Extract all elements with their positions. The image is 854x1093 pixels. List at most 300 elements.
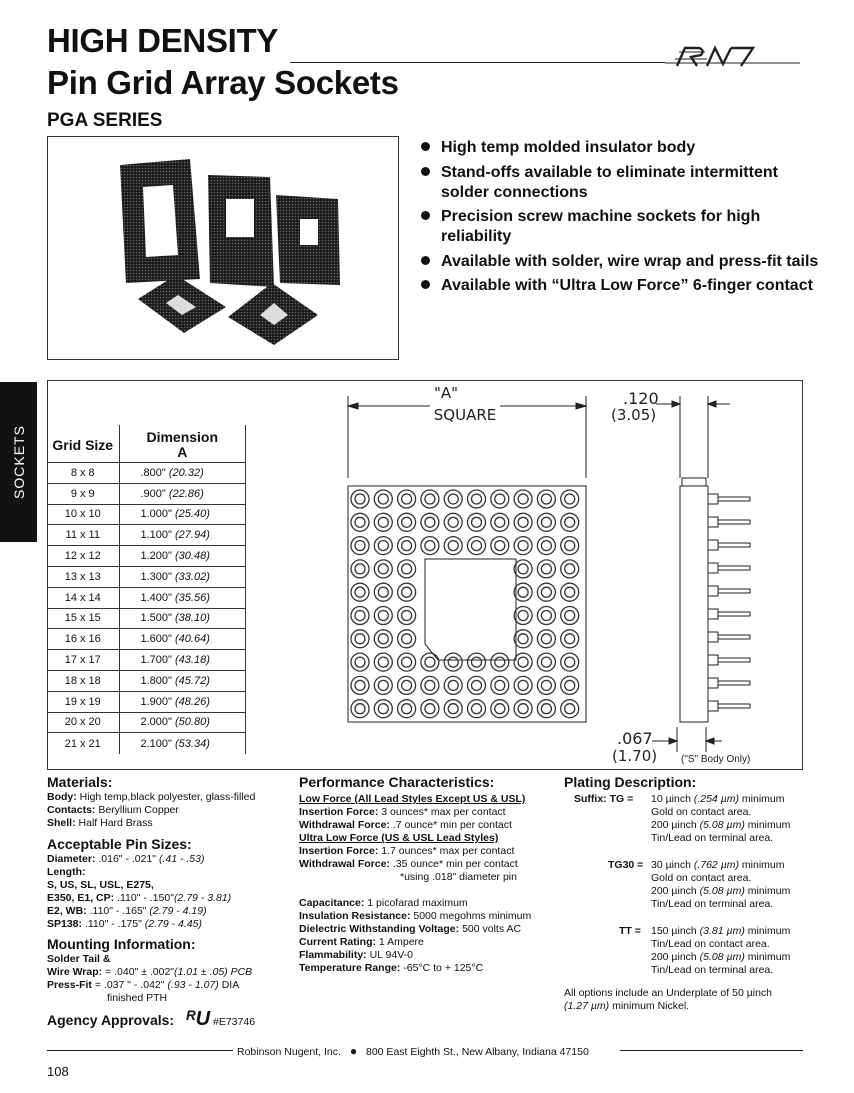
performance-block	[299, 774, 559, 975]
footer-rule-left	[47, 1050, 233, 1051]
pin-hole	[537, 607, 555, 625]
pin-hole	[351, 700, 369, 718]
pin-hole-inner	[355, 517, 365, 527]
pin-hole	[374, 513, 392, 531]
pin-hole-inner	[402, 611, 412, 621]
pin-sizes-block	[47, 836, 292, 931]
pin-hole-inner	[472, 494, 482, 504]
pin-hole	[374, 537, 392, 555]
pin-hole	[514, 537, 532, 555]
pin-hole-inner	[378, 517, 388, 527]
grid-cell: 9 x 9	[47, 483, 119, 504]
pin-hole-inner	[541, 634, 551, 644]
pin-hole-inner	[402, 634, 412, 644]
feature-item: Precision screw machine sockets for high reliability	[420, 207, 820, 247]
pin-side-body	[708, 678, 718, 688]
pin-side-tail	[718, 566, 750, 570]
page-number: 108	[47, 1064, 69, 1079]
pin-hole	[491, 513, 509, 531]
pin-hole-inner	[518, 704, 528, 714]
dim-cell: 1.100" (27.94)	[119, 525, 246, 546]
pin-hole	[421, 700, 439, 718]
pin-hole-inner	[541, 657, 551, 667]
pin-hole-inner	[355, 587, 365, 597]
low-force-heading: Low Force (All Lead Styles Except US & USL)	[299, 793, 526, 805]
pin-hole-inner	[541, 680, 551, 690]
pin-hole	[514, 700, 532, 718]
pin-hole-inner	[541, 611, 551, 621]
pin-hole	[537, 700, 555, 718]
pin-sizes-title: Acceptable Pin Sizes:	[47, 836, 192, 852]
pin-side-tail	[718, 658, 750, 662]
pin-hole-inner	[448, 541, 458, 551]
footer-rule-right	[620, 1050, 803, 1051]
insertion-force-low: Insertion Force: 3 ounces* max per contact	[299, 806, 506, 818]
dim-cell: 1.600" (40.64)	[119, 629, 246, 650]
pin-hole-inner	[565, 494, 575, 504]
pin-hole	[537, 560, 555, 578]
pin-hole	[561, 513, 579, 531]
mounting-wirewrap: Wire Wrap: = .040" ± .002"(1.01 ± .05) PCB	[47, 966, 253, 978]
a-label: "A"	[433, 384, 459, 402]
pin-side-body	[708, 517, 718, 527]
pin-hole-inner	[425, 657, 435, 667]
pin-hole-inner	[448, 517, 458, 527]
table-row	[47, 463, 246, 484]
pin-hole	[374, 700, 392, 718]
underplate-note: All options include an Underplate of 50 µinch (1.27 µm) minimum Nickel.	[564, 987, 773, 1012]
pin-hole-inner	[425, 541, 435, 551]
grid-cell: 21 x 21	[47, 733, 119, 754]
dim-cell: .800" (20.32)	[119, 463, 246, 484]
page-title-line2: Pin Grid Array Sockets	[47, 64, 399, 101]
section-tab-label: SOCKETS	[10, 425, 27, 499]
pin-hole-inner	[518, 494, 528, 504]
pin-hole-inner	[495, 494, 505, 504]
grid-cell: 13 x 13	[47, 566, 119, 587]
pin-hole	[374, 560, 392, 578]
pin-hole	[398, 700, 416, 718]
pin-hole	[561, 583, 579, 601]
pin-hole	[374, 676, 392, 694]
dimension-drawing	[340, 382, 800, 768]
pin-hole-inner	[355, 680, 365, 690]
pin-side-tail	[718, 681, 750, 685]
insulation-resistance: Insulation Resistance: 5000 megohms minimum	[299, 910, 532, 922]
pin-hole	[561, 676, 579, 694]
plating-title: Plating Description:	[564, 774, 697, 790]
pin-hole	[398, 583, 416, 601]
pin-hole-inner	[565, 704, 575, 714]
table-row	[47, 546, 246, 567]
square-label: SQUARE	[433, 406, 497, 424]
pin-side-body	[708, 655, 718, 665]
pin-hole	[561, 653, 579, 671]
pin-hole	[537, 583, 555, 601]
pin-hole-inner	[402, 587, 412, 597]
rn-logo	[665, 42, 800, 70]
pin-hole-inner	[448, 680, 458, 690]
agency-title: Agency Approvals:	[47, 1012, 175, 1028]
dim-cell: 2.100" (53.34)	[119, 733, 246, 754]
pin-hole	[514, 490, 532, 508]
pin-hole-inner	[495, 704, 505, 714]
pin-hole-inner	[402, 680, 412, 690]
pin-hole	[398, 513, 416, 531]
dim-cell: 1.400" (35.56)	[119, 587, 246, 608]
pin-hole	[561, 560, 579, 578]
pin-hole-inner	[355, 704, 365, 714]
mounting-pth: finished PTH	[107, 992, 168, 1004]
pin-hole	[351, 560, 369, 578]
pin-hole-inner	[518, 657, 528, 667]
pin-hole-inner	[425, 494, 435, 504]
grid-cell: 19 x 19	[47, 691, 119, 712]
pin-length-e350: E350, E1, CP: .110" - .150"(2.79 - 3.81)	[47, 892, 232, 904]
pin-hole	[491, 700, 509, 718]
pin-hole	[537, 653, 555, 671]
pin-hole-inner	[378, 564, 388, 574]
pin-hole-inner	[402, 541, 412, 551]
pin-hole-inner	[565, 657, 575, 667]
pin-hole-inner	[518, 541, 528, 551]
pin-hole-inner	[565, 564, 575, 574]
feature-item: Available with solder, wire wrap and press-fit tails	[420, 252, 820, 272]
pin-hole	[514, 560, 532, 578]
pin-hole	[421, 537, 439, 555]
pin-hole-inner	[495, 680, 505, 690]
pin-hole-inner	[495, 517, 505, 527]
pin-hole-inner	[425, 680, 435, 690]
current-rating: Current Rating: 1 Ampere	[299, 936, 424, 948]
pin-hole	[537, 676, 555, 694]
table-row	[47, 629, 246, 650]
footer-company: Robinson Nugent, Inc.	[237, 1046, 341, 1058]
plating-tg30: TG30 = 30 µinch (.762 µm) minimum Gold on contact area. 200 µinch (5.08 µm) minimum Tin/Lead on terminal area.	[608, 859, 791, 910]
pin-hole-inner	[355, 541, 365, 551]
flammability: Flammability: UL 94V-0	[299, 949, 413, 961]
table-row	[47, 691, 246, 712]
materials-title: Materials:	[47, 774, 113, 790]
dim2-mm: (1.70)	[612, 747, 658, 765]
table-row	[47, 650, 246, 671]
pin-hole-inner	[472, 704, 482, 714]
dim-cell: 1.700" (43.18)	[119, 650, 246, 671]
pin-side-body	[708, 563, 718, 573]
pin-hole-inner	[518, 634, 528, 644]
table-row	[47, 587, 246, 608]
grid-cell: 18 x 18	[47, 670, 119, 691]
header-rule	[290, 62, 665, 63]
pin-hole-inner	[378, 494, 388, 504]
pin-side-tail	[718, 497, 750, 501]
pin-hole	[444, 537, 462, 555]
table-row	[47, 566, 246, 587]
pin-hole	[421, 490, 439, 508]
table-header-row	[47, 425, 246, 463]
pin-hole	[468, 676, 486, 694]
pin-side-tail	[718, 520, 750, 524]
grid-cell: 17 x 17	[47, 650, 119, 671]
pin-hole-inner	[565, 680, 575, 690]
pin-side-body	[708, 540, 718, 550]
pin-hole	[351, 607, 369, 625]
table-row	[47, 608, 246, 629]
pin-hole	[374, 630, 392, 648]
pin-hole	[491, 676, 509, 694]
withdrawal-force-low: Withdrawal Force: .7 ounce* min per contact	[299, 819, 512, 831]
pin-hole	[421, 676, 439, 694]
socket-photo	[47, 136, 399, 360]
pin-hole-inner	[518, 517, 528, 527]
pin-hole	[514, 630, 532, 648]
pin-hole-inner	[402, 517, 412, 527]
pin-hole	[537, 630, 555, 648]
pin-hole	[398, 537, 416, 555]
table-row	[47, 733, 246, 754]
pin-hole	[561, 700, 579, 718]
footer-bullet-icon: ●	[349, 1044, 358, 1058]
pin-hole-inner	[518, 564, 528, 574]
pin-hole-inner	[518, 611, 528, 621]
insertion-force-ultra: Insertion Force: 1.7 ounces* max per contact	[299, 845, 515, 857]
pin-hole	[374, 490, 392, 508]
material-body: Body: High temp,black polyester, glass-filled	[47, 791, 256, 803]
pin-hole-inner	[518, 680, 528, 690]
col-dimension	[119, 425, 246, 463]
pin-hole-inner	[378, 587, 388, 597]
pin-hole	[351, 537, 369, 555]
ultra-low-force-heading: Ultra Low Force (US & USL Lead Styles)	[299, 832, 499, 844]
pin-side-tail	[718, 612, 750, 616]
grid-cell: 12 x 12	[47, 546, 119, 567]
table-row	[47, 483, 246, 504]
page-title-line1: HIGH DENSITY	[47, 22, 279, 59]
pin-hole	[351, 490, 369, 508]
dim-cell: 1.000" (25.40)	[119, 504, 246, 525]
pin-hole	[468, 700, 486, 718]
pin-hole-inner	[565, 541, 575, 551]
pin-hole	[374, 583, 392, 601]
pin-side-tail	[718, 704, 750, 708]
pin-side-body	[708, 701, 718, 711]
pin-hole-inner	[425, 517, 435, 527]
pin-hole-inner	[472, 680, 482, 690]
pin-hole-inner	[565, 611, 575, 621]
pin-hole-inner	[472, 541, 482, 551]
pin-length-e2: E2, WB: .110" - .165" (2.79 - 4.19)	[47, 905, 207, 917]
pin-hole-inner	[355, 657, 365, 667]
pin-hole	[514, 513, 532, 531]
s-body-note: ("S" Body Only)	[681, 754, 751, 765]
pin-hole-inner	[541, 494, 551, 504]
pin-hole-inner	[378, 541, 388, 551]
feature-list	[420, 138, 820, 301]
pin-length-styles: S, US, SL, USL, E275,	[47, 879, 154, 891]
dim-cell: 1.300" (33.02)	[119, 566, 246, 587]
pin-hole	[398, 653, 416, 671]
pin-hole-inner	[378, 634, 388, 644]
grid-cell: 11 x 11	[47, 525, 119, 546]
pin-diameter: Diameter: .016" - .021" (.41 - .53)	[47, 853, 205, 865]
pin-side-tail	[718, 589, 750, 593]
pin-hole	[398, 560, 416, 578]
footer-address: 800 East Eighth St., New Albany, Indiana 47150	[366, 1046, 589, 1058]
pin-hole	[398, 607, 416, 625]
pin-hole	[468, 537, 486, 555]
footer-text	[237, 1044, 589, 1058]
col-dimension-letter: A	[177, 444, 188, 460]
pin-hole	[561, 490, 579, 508]
plating-block	[564, 774, 814, 1013]
pin-hole	[468, 513, 486, 531]
force-footnote: *using .018" diameter pin	[400, 871, 517, 883]
capacitance: Capacitance: 1 picofarad maximum	[299, 897, 468, 909]
pin-hole-inner	[355, 611, 365, 621]
dim1-mm: (3.05)	[611, 406, 657, 424]
pin-hole-inner	[425, 704, 435, 714]
pin-hole	[444, 676, 462, 694]
pin-hole	[351, 583, 369, 601]
pin-hole	[374, 607, 392, 625]
pin-hole	[491, 537, 509, 555]
pin-side-body	[708, 494, 718, 504]
pin-length-sp138: SP138: .110" - .175" (2.79 - 4.45)	[47, 918, 202, 930]
dim2-in: .067	[617, 729, 653, 748]
pin-hole-inner	[541, 517, 551, 527]
plating-tt: TT = 150 µinch (3.81 µm) minimum Tin/Lead on contact area. 200 µinch (5.08 µm) minimum Tin/Lead on terminal area.	[619, 925, 791, 976]
table-row	[47, 504, 246, 525]
pin-hole-inner	[448, 494, 458, 504]
plating-tg: Suffix: TG = 10 µinch (.254 µm) minimum Gold on contact area. 200 µinch (5.08 µm) minimum Tin/Lead on terminal area.	[574, 793, 791, 844]
mounting-solder: Solder Tail &	[47, 953, 111, 965]
table-row	[47, 670, 246, 691]
pin-side-tail	[718, 635, 750, 639]
temperature-range: Temperature Range: -65°C to + 125°C	[299, 962, 484, 974]
pin-hole-inner	[402, 564, 412, 574]
pin-hole-inner	[495, 541, 505, 551]
feature-item: Available with “Ultra Low Force” 6-finger contact	[420, 276, 820, 296]
pin-hole	[514, 607, 532, 625]
feature-item: High temp molded insulator body	[420, 138, 820, 158]
pin-hole-inner	[565, 517, 575, 527]
pin-hole	[444, 513, 462, 531]
pin-hole	[514, 676, 532, 694]
withdrawal-force-ultra: Withdrawal Force: .35 ounce* min per contact	[299, 858, 518, 870]
materials-block	[47, 774, 287, 830]
pin-hole	[444, 700, 462, 718]
pin-hole	[537, 537, 555, 555]
pin-side-body	[708, 609, 718, 619]
pin-side-body	[708, 632, 718, 642]
feature-item: Stand-offs available to eliminate intermittent solder connections	[420, 163, 820, 203]
pin-hole-inner	[378, 657, 388, 667]
material-shell: Shell: Half Hard Brass	[47, 817, 153, 829]
grid-cell: 10 x 10	[47, 504, 119, 525]
pin-hole-inner	[541, 564, 551, 574]
pin-hole	[421, 513, 439, 531]
mounting-pressfit: Press-Fit = .037 " - .042" (.93 - 1.07) DIA	[47, 979, 240, 991]
pin-hole-inner	[565, 634, 575, 644]
pin-hole-inner	[541, 704, 551, 714]
section-tab	[0, 382, 37, 542]
performance-title: Performance Characteristics:	[299, 774, 495, 790]
grid-cell: 16 x 16	[47, 629, 119, 650]
pin-hole	[351, 676, 369, 694]
grid-cell: 20 x 20	[47, 712, 119, 733]
dielectric-voltage: Dielectric Withstanding Voltage: 500 volts AC	[299, 923, 522, 935]
pin-hole	[398, 630, 416, 648]
dim-cell: .900" (22.86)	[119, 483, 246, 504]
pin-hole-inner	[448, 704, 458, 714]
material-contacts: Contacts: Beryllium Copper	[47, 804, 179, 816]
dim1-in: .120	[623, 389, 659, 408]
dim-cell: 1.200" (30.48)	[119, 546, 246, 567]
pin-side-tail	[718, 543, 750, 547]
table-row	[47, 525, 246, 546]
pin-side-body	[708, 586, 718, 596]
pin-hole-inner	[378, 680, 388, 690]
dim-cell: 2.000" (50.80)	[119, 712, 246, 733]
agency-file-number: #E73746	[213, 1016, 256, 1028]
pin-hole-inner	[565, 587, 575, 597]
pin-hole	[561, 537, 579, 555]
ul-mark-icon: ᴿU	[185, 1008, 211, 1030]
pin-hole-inner	[541, 587, 551, 597]
pin-hole-inner	[355, 494, 365, 504]
pin-hole-inner	[355, 564, 365, 574]
mounting-title: Mounting Information:	[47, 936, 196, 952]
col-grid-size: Grid Size	[47, 425, 119, 463]
pin-hole	[421, 653, 439, 671]
pin-hole	[514, 653, 532, 671]
grid-cell: 15 x 15	[47, 608, 119, 629]
mounting-block	[47, 936, 297, 1005]
dimension-table	[47, 425, 246, 754]
pin-hole	[491, 490, 509, 508]
pin-hole	[444, 490, 462, 508]
grid-cell: 14 x 14	[47, 587, 119, 608]
pin-hole-inner	[378, 704, 388, 714]
pin-hole	[374, 653, 392, 671]
pin-hole-inner	[355, 634, 365, 644]
pin-hole-inner	[518, 587, 528, 597]
pin-hole	[537, 513, 555, 531]
pin-hole-inner	[402, 494, 412, 504]
pin-hole	[398, 490, 416, 508]
pin-hole-inner	[378, 611, 388, 621]
pin-hole	[351, 630, 369, 648]
pin-length-label: Length:	[47, 866, 86, 878]
series-label: PGA SERIES	[47, 110, 163, 131]
dim-cell: 1.500" (38.10)	[119, 608, 246, 629]
pin-hole	[398, 676, 416, 694]
pin-hole	[537, 490, 555, 508]
dim-cell: 1.900" (48.26)	[119, 691, 246, 712]
grid-cell: 8 x 8	[47, 463, 119, 484]
pin-hole-inner	[402, 657, 412, 667]
table-row	[47, 712, 246, 733]
pin-hole	[561, 607, 579, 625]
col-dimension-label: Dimension	[146, 429, 219, 445]
pin-hole-inner	[402, 704, 412, 714]
pin-hole-inner	[541, 541, 551, 551]
pin-hole	[351, 653, 369, 671]
pin-hole-inner	[472, 517, 482, 527]
pin-hole	[351, 513, 369, 531]
pin-hole	[561, 630, 579, 648]
agency-block	[47, 1008, 297, 1030]
